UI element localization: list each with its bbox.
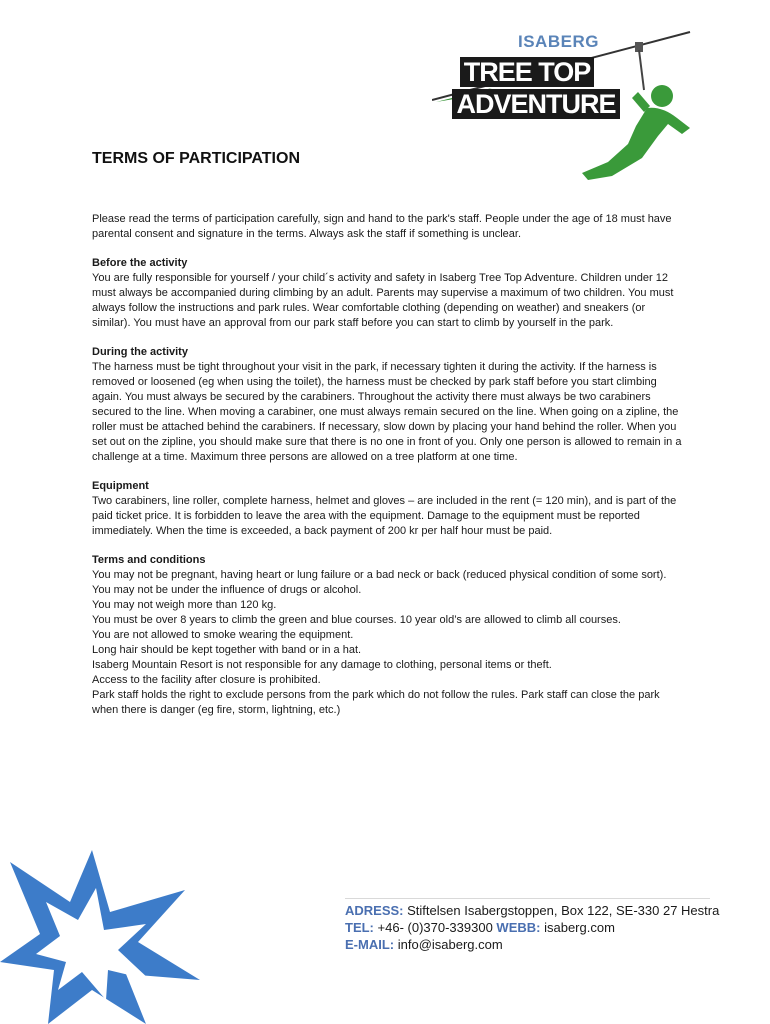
- section-body: You are fully responsible for yourself / your child´s activity and safety in Isaberg Tree Top Adventure. Children under 12 must always be accompanied during climbing by an adult. Parents may supervise a maximum of two children. You must always follow the instructions and park rules. Wear comfortable clothing (depending on weather) and sneakers (or similar). You must have an approval from our park staff before you can start to climb by yourself in the park.: [92, 272, 674, 329]
- address-value: Stiftelsen Isabergstoppen, Box 122, SE-330 27 Hestra: [407, 903, 720, 918]
- tel-value: +46- (0)370-339300: [377, 920, 493, 935]
- section-heading: Terms and conditions: [92, 554, 206, 566]
- terms-line: You may not weigh more than 120 kg.: [92, 599, 277, 611]
- email-row: [345, 936, 710, 953]
- section-before-activity: [92, 256, 684, 331]
- logo-line-1: TREE TOP: [432, 58, 622, 86]
- web-value: isaberg.com: [544, 920, 615, 935]
- terms-line: Park staff holds the right to exclude persons from the park which do not follow the rules. Park staff can close the park when there is danger (eg fire, storm, lightning, etc.): [92, 689, 660, 716]
- terms-line: You are not allowed to smoke wearing the equipment.: [92, 629, 354, 641]
- terms-line: Access to the facility after closure is prohibited.: [92, 674, 321, 686]
- section-terms-conditions: [92, 553, 684, 718]
- section-heading: Equipment: [92, 480, 149, 492]
- section-body: Two carabiners, line roller, complete harness, helmet and gloves – are included in the rent (= 120 min), and is part of the paid ticket price. It is forbidden to leave the area with the equipment. Damage to the equipment must be reported immediately. When the time is exceeded, a back payment of 200 kr per half hour must be paid.: [92, 495, 677, 537]
- terms-line: You may not be pregnant, having heart or lung failure or a bad neck or back (reduced physical condition of some sort).: [92, 569, 667, 581]
- section-during-activity: [92, 345, 684, 465]
- tel-label: TEL:: [345, 920, 374, 935]
- section-equipment: [92, 479, 684, 539]
- terms-line: You must be over 8 years to climb the green and blue courses. 10 year old’s are allowed to climb all courses.: [92, 614, 621, 626]
- email-value: info@isaberg.com: [397, 937, 503, 952]
- section-heading: Before the activity: [92, 257, 188, 269]
- contact-footer: [345, 898, 720, 953]
- section-heading: During the activity: [92, 346, 188, 358]
- terms-line: You may not be under the influence of drugs or alcohol.: [92, 584, 362, 596]
- section-body: The harness must be tight throughout your visit in the park, if necessary tighten it during the activity. If the harness is removed or loosened (eg when using the toilet), the harness must be checked by park staff before you start climbing again. You must always be secured by the carabiners. Throughout the activity there must always be two carabiners secured to the line. When moving a carabiner, one must always remain secured on the line. When going on a zipline, the roller must be attached behind the carabiners. If necessary, slow down by placing your hand behind the roller. When you set out on the zipline, you should make sure that there is no one in front of you. Only one person is allowed to remain in a challenge at a time. Maximum three persons are allowed on a tree platform at one time.: [92, 361, 682, 463]
- address-row: [345, 902, 720, 919]
- intro-paragraph: Please read the terms of participation carefully, sign and hand to the park's staff. People under the age of 18 must have parental consent and signature in the terms. Always ask the staff if something is unclear.: [92, 213, 672, 240]
- decorative-star-icon: [0, 850, 200, 1024]
- email-label: E-MAIL:: [345, 937, 395, 952]
- terms-line: Isaberg Mountain Resort is not responsible for any damage to clothing, personal items or theft.: [92, 659, 552, 671]
- logo-brand-text: ISABERG: [518, 32, 599, 51]
- logo-line-2: ADVENTURE: [436, 90, 636, 118]
- terms-body: [92, 212, 684, 732]
- web-label: WEBB:: [496, 920, 541, 935]
- address-label: ADRESS:: [345, 903, 404, 918]
- page-title: TERMS OF PARTICIPATION: [92, 150, 300, 167]
- phone-web-row: [345, 919, 710, 936]
- tree-top-adventure-logo: [432, 28, 702, 188]
- terms-line: Long hair should be kept together with band or in a hat.: [92, 644, 362, 656]
